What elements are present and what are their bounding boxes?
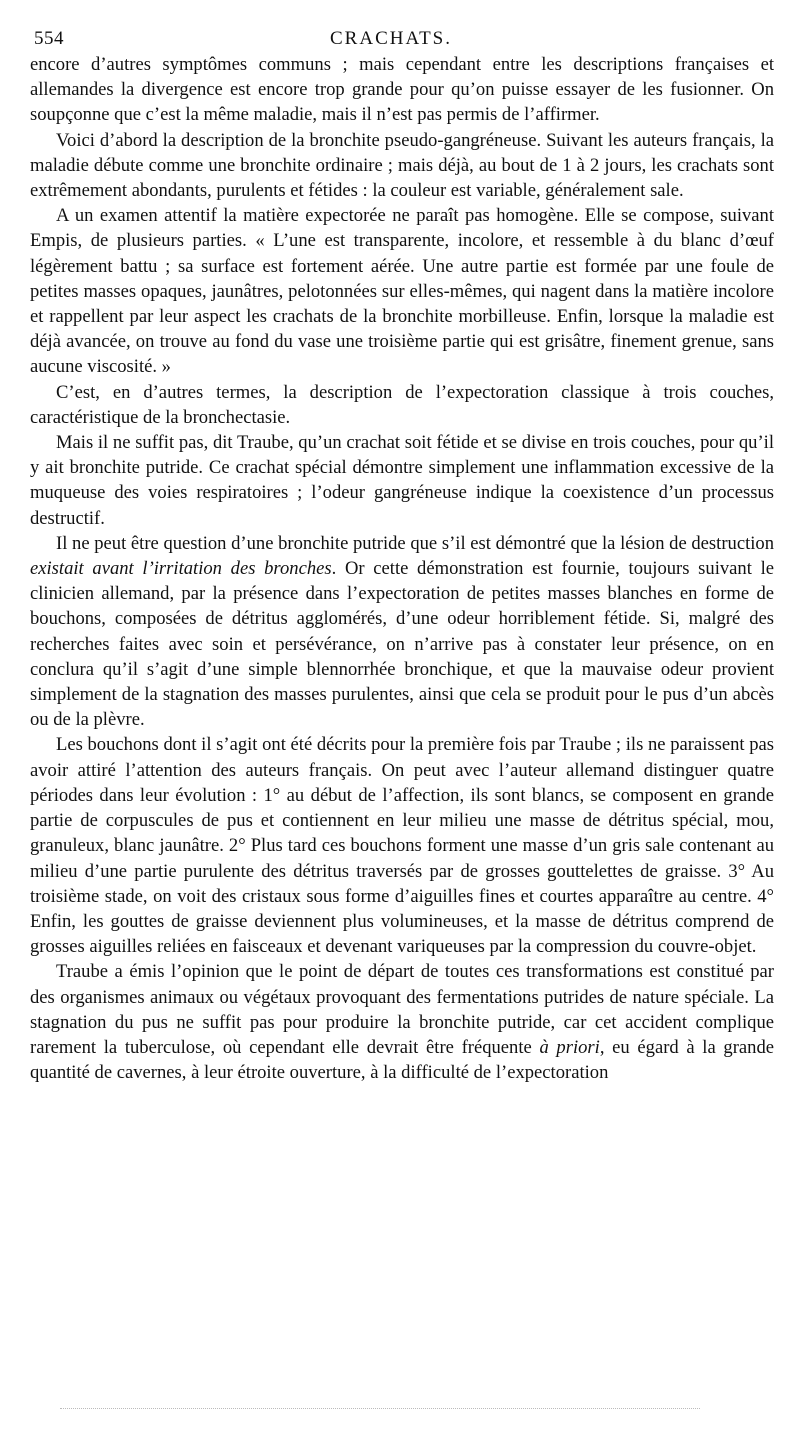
page-footer-line (60, 1408, 700, 1410)
paragraph (30, 52, 774, 128)
page-number: 554 (34, 28, 64, 49)
text-run: , eu égard à la grande quantité de cavernes, à leur étroite ouverture, à la difficulté de l’expectoration (30, 1036, 774, 1084)
text-run: . Or cette démonstration est fournie, toujours suivant le clinicien allemand, par la présence dans l’expectoration de petites masses blanches en forme de bouchons, composées de détritus agglomérés, d’une odeur horriblement fétide. Si, malgré des recherches faites avec soin et persévérance, on n’arrive pas à constater leur présence, on en conclura qu’il s’agit d’une simple blennorrhée bronchique, et que la mauvaise odeur provient simplement de la stagnation des masses purulentes, ainsi que cela se produit pour le pus d’un abcès ou de la plèvre. (30, 558, 774, 731)
paragraph (30, 531, 774, 733)
body-text (30, 52, 774, 1085)
text-run: Mais il ne suffit pas, dit Traube, qu’un crachat soit fétide et se divise en trois couches, pour qu’il y ait bronchite putride. Ce crachat spécial démontre simplement une inflammation excessive de la muqueuse des voies respiratoires ; l’odeur gangréneuse indique la coexistence d’un processus destructif. (30, 432, 774, 529)
text-run: encore d’autres symptômes communs ; mais cependant entre les descriptions françaises et allemandes la divergence est encore trop grande pour qu’on puisse essayer de les fusionner. On soupçonne que c’est la même maladie, mais il n’est pas permis de l’affirmer. (30, 54, 774, 126)
text-run: Traube a émis l’opinion que le point de départ de toutes ces transformations est constitué par des organismes animaux ou végétaux provoquant des fermentations putrides de nature spéciale. La stagnation du pus ne suffit pas pour produire la bronchite putride, car cet accident complique rarement la tuberculose, où cependant elle devrait être fréquente (30, 961, 774, 1058)
paragraph (30, 203, 774, 379)
text-run: A un examen attentif la matière expectorée ne paraît pas homogène. Elle se compose, suivant Empis, de plusieurs parties. « L’une est transparente, incolore, et ressemble à du blanc d’œuf légèrement battu ; sa surface est fortement aérée. Une autre partie est formée par une foule de petites masses opaques, jaunâtres, pelotonnées sur elles-mêmes, qui nagent dans la matière incolore et rappellent par leur aspect les crachats de la bronchite morbilleuse. Enfin, lorsque la maladie est déjà avancée, on trouve au fond du vase une troisième partie qui est grisâtre, finement grenue, sans aucune viscosité. » (30, 205, 774, 378)
text-run: C’est, en d’autres termes, la description de l’expectoration classique à trois couches, caractéristique de la bronchectasie. (30, 381, 774, 428)
running-title: CRACHATS. (330, 28, 452, 49)
text-run: Les bouchons dont il s’agit ont été décrits pour la première fois par Traube ; ils ne paraissent pas avoir attiré l’attention des auteurs français. On peut avec l’auteur allemand distinguer quatre périodes dans leur évolution : 1° au début de l’affection, ils sont blancs, se composent en grande partie de corpuscules de pus et contiennent en leur milieu une masse de détritus spécial, mou, granuleux, blanc jaunâtre. 2° Plus tard ces bouchons forment une masse d’un gris sale contenant au milieu d’une partie purulente des détritus traversés par de grosses gouttelettes de graisse. 3° Au troisième stade, on voit des cristaux sous forme d’aiguilles fines et courtes apparaître au centre. 4° Enfin, les gouttes de graisse deviennent plus volumineuses, et la masse de détritus comprend de grosses aiguilles reliées en faisceaux et devenant variqueuses par la compression du couvre-objet. (30, 734, 774, 958)
paragraph (30, 959, 774, 1085)
text-run: Il ne peut être question d’une bronchite putride que s’il est démontré que la lésion de destruction (56, 532, 774, 554)
book-page (30, 22, 774, 1085)
italic-phrase: existait avant l’irritation des bronches (30, 558, 332, 580)
italic-phrase: à priori (539, 1036, 600, 1058)
running-head (30, 22, 774, 52)
paragraph (30, 732, 774, 959)
text-run: Voici d’abord la description de la bronchite pseudo-gangréneuse. Suivant les auteurs français, la maladie débute comme une bronchite ordinaire ; mais déjà, au bout de 1 à 2 jours, les crachats sont extrêmement abondants, purulents et fétides : la couleur est variable, généralement sale. (30, 129, 774, 202)
paragraph (30, 430, 774, 531)
paragraph (30, 380, 774, 430)
paragraph (30, 128, 774, 204)
